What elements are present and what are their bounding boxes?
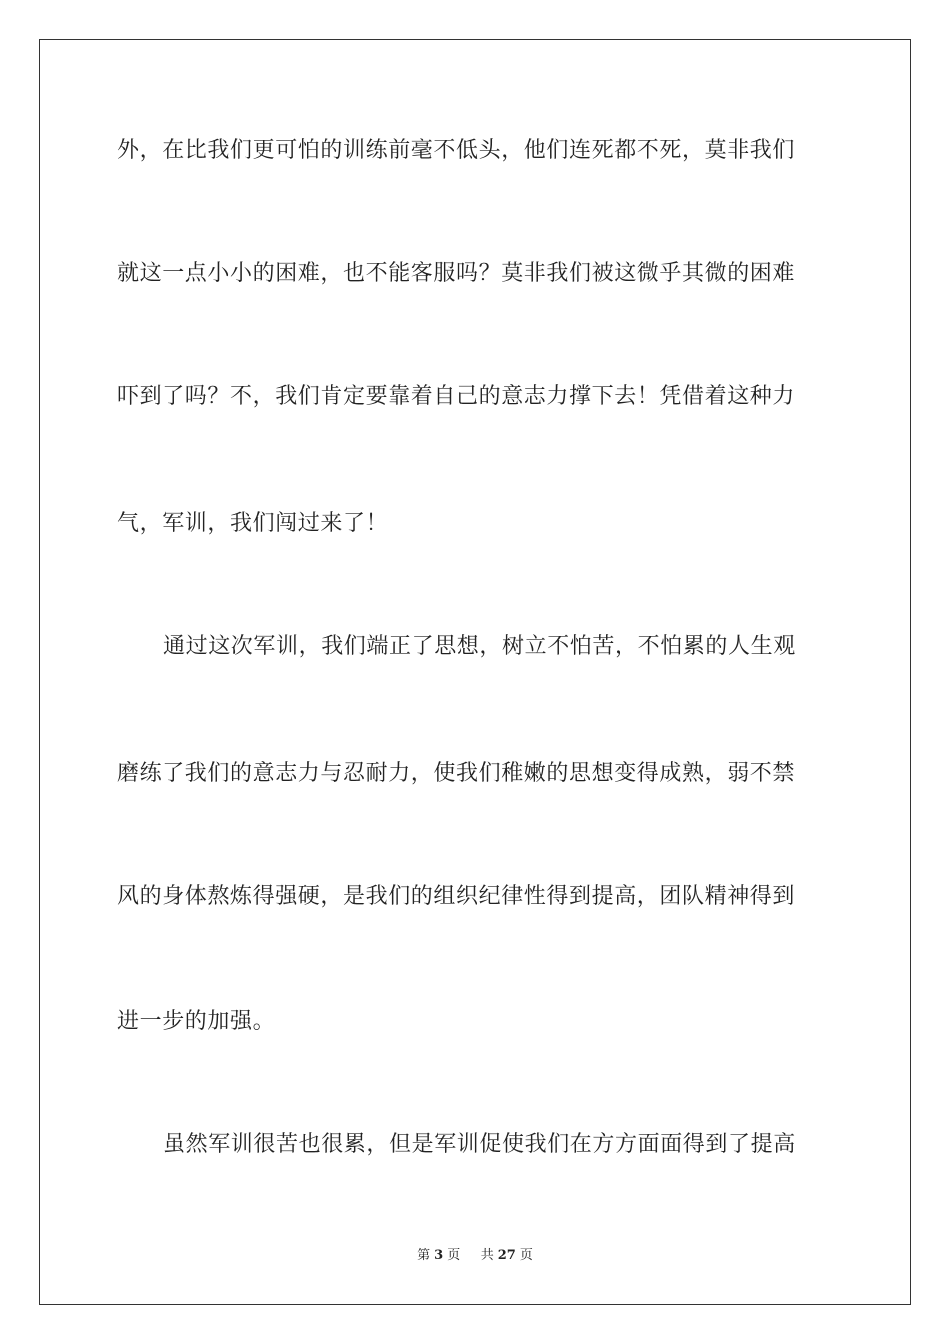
text-line-2: 就这一点小小的困难，也不能客服吗？莫非我们被这微乎其微的困难 bbox=[117, 261, 796, 286]
text-line-5: 通过这次军训，我们端正了思想，树立不怕苦，不怕累的人生观 bbox=[163, 634, 796, 659]
page-suffix: 页 bbox=[447, 1248, 461, 1263]
total-pages: 27 bbox=[497, 1248, 516, 1263]
text-line-7: 风的身体熬炼得强硬，是我们的组织纪律性得到提高，团队精神得到 bbox=[117, 884, 796, 909]
page-prefix: 第 bbox=[417, 1248, 431, 1263]
total-suffix: 页 bbox=[519, 1248, 533, 1263]
page-number: 3 bbox=[434, 1248, 444, 1263]
page-frame bbox=[39, 39, 911, 1305]
text-line-6: 磨练了我们的意志力与忍耐力，使我们稚嫩的思想变得成熟，弱不禁 bbox=[117, 761, 796, 786]
page-footer bbox=[0, 1247, 950, 1265]
total-prefix: 共 bbox=[480, 1248, 494, 1263]
text-line-8: 进一步的加强。 bbox=[117, 1009, 276, 1034]
text-line-9: 虽然军训很苦也很累，但是军训促使我们在方方面面得到了提高 bbox=[163, 1132, 796, 1157]
text-line-4: 气，军训，我们闯过来了！ bbox=[117, 511, 389, 536]
text-line-1: 外，在比我们更可怕的训练前毫不低头，他们连死都不死，莫非我们 bbox=[117, 138, 796, 163]
text-line-3: 吓到了吗？不，我们肯定要靠着自己的意志力撑下去！凭借着这种力 bbox=[117, 384, 796, 409]
